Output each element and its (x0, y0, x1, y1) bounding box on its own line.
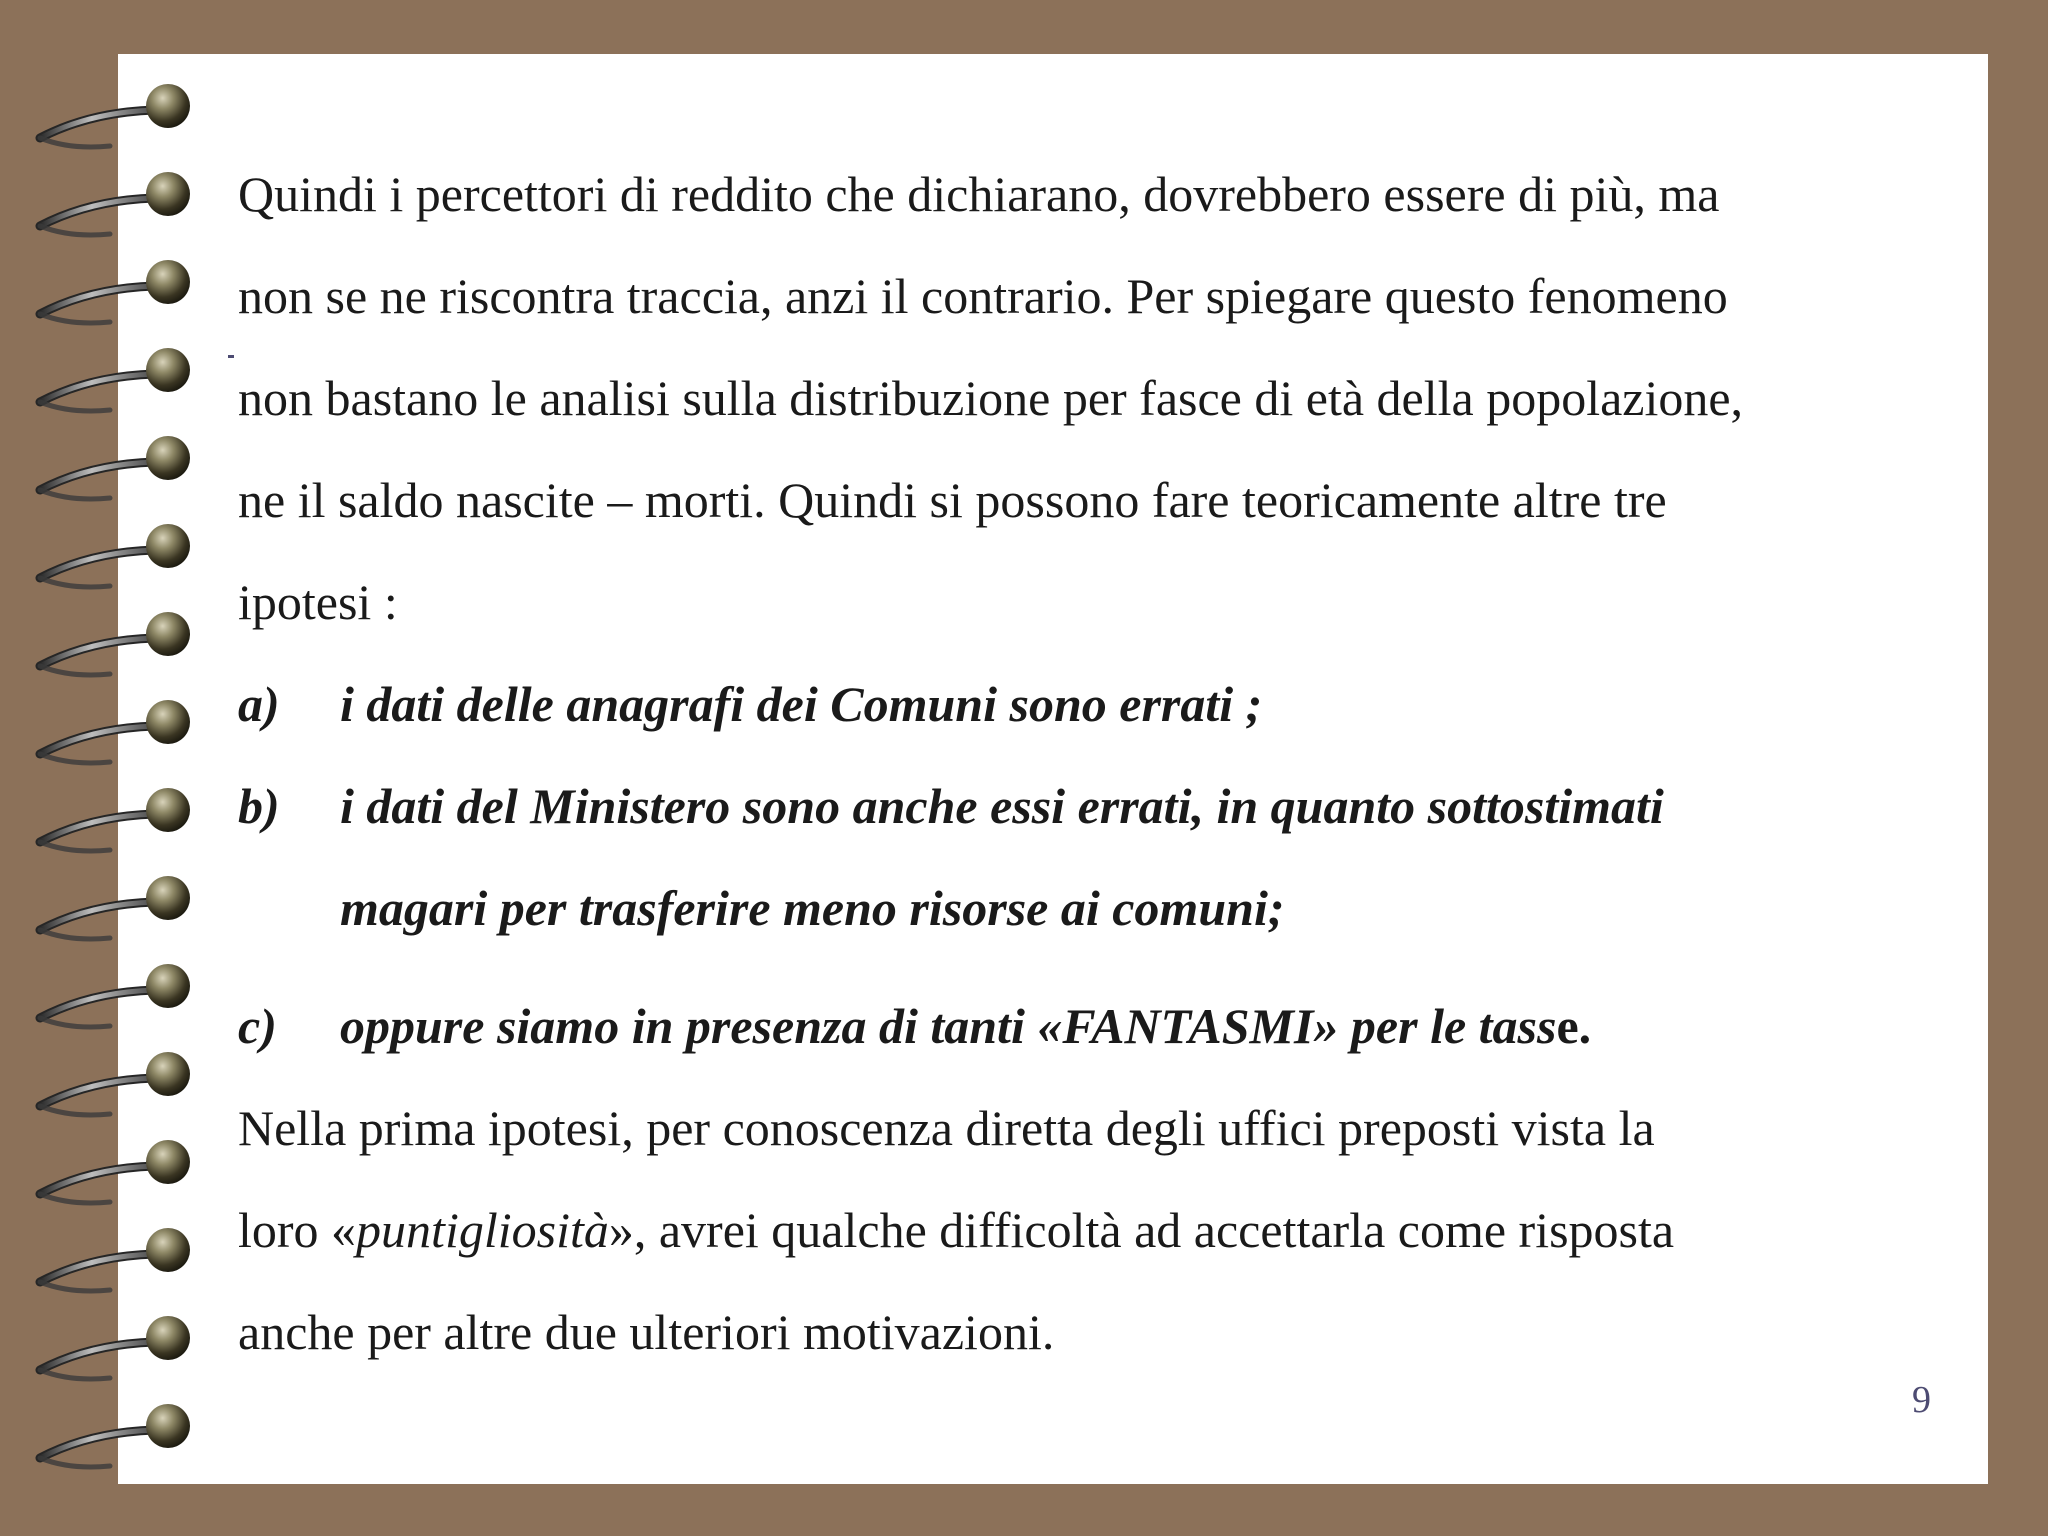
text-run: », avrei qualche difficoltà ad accettarla come risposta (608, 1202, 1675, 1258)
hypothesis-text-end: e. (1556, 998, 1592, 1054)
paragraph-line: non se ne riscontra traccia, anzi il contrario. Per spiegare questo fenomeno (238, 268, 1728, 324)
paragraph-line: ipotesi : (238, 574, 398, 630)
hypothesis-b (238, 760, 1958, 862)
hypothesis-c (238, 980, 1958, 1082)
spiral-binding (0, 0, 220, 1536)
hypothesis-text: i dati delle anagrafi dei Comuni sono errati ; (340, 676, 1263, 732)
slide-body (238, 148, 1958, 1388)
list-marker: c) (238, 998, 277, 1054)
hypothesis-text: magari per trasferire meno risorse ai comuni; (340, 880, 1285, 936)
hypothesis-a (238, 658, 1958, 760)
hypothesis-b-continuation (238, 862, 1958, 964)
spiral-rings (40, 84, 190, 1467)
hypothesis-text: i dati del Ministero sono anche essi errati, in quanto sottostimati (340, 778, 1664, 834)
paragraph-line: Nella prima ipotesi, per conoscenza diretta degli uffici preposti vista la (238, 1100, 1655, 1156)
list-marker: b) (238, 778, 280, 834)
stray-mark (228, 355, 234, 358)
italic-word: puntigliosità (356, 1202, 609, 1258)
page-number: 9 (1912, 1379, 1931, 1421)
list-marker: a) (238, 676, 280, 732)
hypothesis-text: oppure siamo in presenza di tanti «FANTASMI» per le tass (340, 998, 1557, 1054)
paragraph-line: anche per altre due ulteriori motivazioni. (238, 1304, 1055, 1360)
paragraph-line: Quindi i percettori di reddito che dichiarano, dovrebbero essere di più, ma (238, 166, 1720, 222)
paragraph-line: non bastano le analisi sulla distribuzione per fasce di età della popolazione, (238, 370, 1744, 426)
paragraph-line: ne il saldo nascite – morti. Quindi si possono fare teoricamente altre tre (238, 472, 1667, 528)
paragraph-line (238, 1184, 1958, 1286)
text-run: loro « (238, 1202, 357, 1258)
